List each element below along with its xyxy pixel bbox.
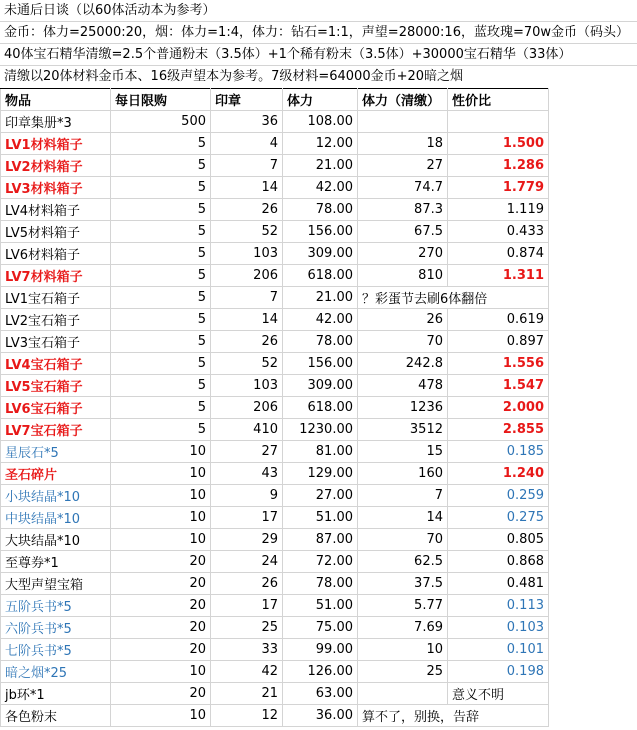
cell-seal[interactable]: 206 [211,397,283,419]
cell-item[interactable]: 星辰石*5 [1,441,111,463]
cell-daily-limit[interactable]: 5 [111,243,211,265]
table-row [1,353,549,375]
cell-stamina[interactable]: 42.00 [283,309,358,331]
cell-value-ratio[interactable]: 1.119 [448,199,549,221]
cell-stamina-sweep[interactable] [358,111,448,133]
price-table-wrapper [0,88,637,727]
cell-item[interactable]: LV6宝石箱子 [1,397,111,419]
table-row [1,595,549,617]
cell-seal[interactable]: 410 [211,419,283,441]
cell-stamina[interactable]: 51.00 [283,507,358,529]
cell-value-ratio[interactable]: 0.259 [448,485,549,507]
cell-item[interactable]: LV4宝石箱子 [1,353,111,375]
cell-stamina[interactable]: 309.00 [283,375,358,397]
cell-stamina[interactable]: 21.00 [283,155,358,177]
cell-seal[interactable]: 52 [211,353,283,375]
cell-item[interactable]: LV3宝石箱子 [1,331,111,353]
cell-stamina[interactable]: 126.00 [283,661,358,683]
cell-seal[interactable]: 27 [211,441,283,463]
table-row [1,375,549,397]
cell-stamina-sweep[interactable]: 87.3 [358,199,448,221]
cell-value-ratio[interactable]: 2.855 [448,419,549,441]
cell-seal[interactable]: 24 [211,551,283,573]
cell-daily-limit[interactable]: 5 [111,375,211,397]
cell-daily-limit[interactable]: 20 [111,595,211,617]
cell-daily-limit[interactable]: 5 [111,155,211,177]
cell-daily-limit[interactable]: 20 [111,639,211,661]
cell-stamina-sweep[interactable]: 62.5 [358,551,448,573]
cell-seal[interactable]: 25 [211,617,283,639]
header-daily-limit[interactable]: 每日限购 [111,89,211,111]
table-row [1,111,549,133]
cell-daily-limit[interactable]: 10 [111,441,211,463]
cell-stamina-sweep[interactable]: 160 [358,463,448,485]
cell-stamina[interactable]: 72.00 [283,551,358,573]
table-row [1,199,549,221]
cell-item[interactable]: 五阶兵书*5 [1,595,111,617]
cell-stamina-sweep[interactable]: 242.8 [358,353,448,375]
cell-seal[interactable]: 9 [211,485,283,507]
cell-stamina-sweep[interactable]: 7.69 [358,617,448,639]
cell-stamina-sweep[interactable]: 7 [358,485,448,507]
cell-value-ratio[interactable]: 0.185 [448,441,549,463]
cell-stamina-sweep[interactable]: 70 [358,529,448,551]
cell-stamina-sweep[interactable] [358,683,448,705]
cell-seal[interactable]: 4 [211,133,283,155]
cell-seal[interactable]: 17 [211,595,283,617]
header-stamina[interactable]: 体力 [283,89,358,111]
note-line-1: 未通后日谈（以60体活动本为参考） [0,0,637,22]
cell-value-ratio[interactable] [448,111,549,133]
cell-item[interactable]: 暗之烟*25 [1,661,111,683]
cell-stamina-sweep[interactable]: 14 [358,507,448,529]
cell-daily-limit[interactable]: 5 [111,397,211,419]
cell-seal[interactable]: 29 [211,529,283,551]
cell-stamina-sweep[interactable]: 67.5 [358,221,448,243]
table-row [1,309,549,331]
cell-daily-limit[interactable]: 10 [111,705,211,727]
cell-stamina[interactable]: 156.00 [283,221,358,243]
cell-stamina[interactable]: 618.00 [283,265,358,287]
cell-item[interactable]: 各色粉末 [1,705,111,727]
cell-value-ratio[interactable]: 0.874 [448,243,549,265]
table-header-row [1,89,549,111]
cell-item[interactable]: 圣石碎片 [1,463,111,485]
cell-stamina[interactable]: 309.00 [283,243,358,265]
cell-stamina[interactable]: 156.00 [283,353,358,375]
cell-value-ratio[interactable]: 1.779 [448,177,549,199]
header-value-ratio[interactable]: 性价比 [448,89,549,111]
cell-stamina-sweep[interactable]: 1236 [358,397,448,419]
cell-stamina[interactable]: 81.00 [283,441,358,463]
cell-seal[interactable]: 17 [211,507,283,529]
cell-seal[interactable]: 21 [211,683,283,705]
cell-value-ratio[interactable]: 0.103 [448,617,549,639]
cell-value-ratio[interactable]: 0.897 [448,331,549,353]
cell-value-ratio[interactable]: 0.275 [448,507,549,529]
cell-seal[interactable]: 26 [211,199,283,221]
table-row [1,287,549,309]
cell-item[interactable]: LV7宝石箱子 [1,419,111,441]
table-row [1,507,549,529]
cell-stamina[interactable]: 51.00 [283,595,358,617]
cell-item[interactable]: 印章集册*3 [1,111,111,133]
cell-stamina[interactable]: 27.00 [283,485,358,507]
cell-stamina[interactable]: 75.00 [283,617,358,639]
cell-stamina-sweep[interactable]: 26 [358,309,448,331]
cell-seal[interactable]: 26 [211,573,283,595]
table-row [1,661,549,683]
cell-item[interactable]: LV2宝石箱子 [1,309,111,331]
cell-item[interactable]: 小块结晶*10 [1,485,111,507]
cell-daily-limit[interactable]: 5 [111,353,211,375]
cell-value-ratio[interactable]: 1.547 [448,375,549,397]
cell-remark[interactable]: 算不了，别换，告辞 [358,705,549,727]
header-stamina-sweep[interactable]: 体力（清缴） [358,89,448,111]
cell-stamina-sweep[interactable]: 37.5 [358,573,448,595]
table-row [1,133,549,155]
cell-value-ratio[interactable]: 0.481 [448,573,549,595]
cell-value-ratio[interactable]: 1.240 [448,463,549,485]
cell-stamina[interactable]: 618.00 [283,397,358,419]
price-table [0,88,549,727]
cell-seal[interactable]: 7 [211,155,283,177]
cell-item[interactable]: LV3材料箱子 [1,177,111,199]
cell-value-ratio[interactable]: 2.000 [448,397,549,419]
cell-remark[interactable]: ？彩蛋节去刷6体翻倍 [358,287,549,309]
cell-value-ratio[interactable]: 0.198 [448,661,549,683]
table-row [1,265,549,287]
cell-stamina-sweep[interactable]: 74.7 [358,177,448,199]
table-row [1,573,549,595]
cell-item[interactable]: 六阶兵书*5 [1,617,111,639]
cell-item[interactable]: 大型声望宝箱 [1,573,111,595]
cell-value-ratio[interactable]: 1.286 [448,155,549,177]
table-row [1,221,549,243]
cell-stamina-sweep[interactable]: 15 [358,441,448,463]
cell-item[interactable]: LV1宝石箱子 [1,287,111,309]
cell-seal[interactable]: 26 [211,331,283,353]
cell-seal[interactable]: 7 [211,287,283,309]
cell-item[interactable]: 大块结晶*10 [1,529,111,551]
table-row [1,683,549,705]
cell-daily-limit[interactable]: 20 [111,573,211,595]
cell-stamina-sweep[interactable]: 25 [358,661,448,683]
cell-value-ratio[interactable]: 1.556 [448,353,549,375]
cell-stamina[interactable]: 129.00 [283,463,358,485]
table-row [1,177,549,199]
table-row [1,705,549,727]
cell-seal[interactable]: 12 [211,705,283,727]
cell-item[interactable]: 中块结晶*10 [1,507,111,529]
cell-seal[interactable]: 14 [211,177,283,199]
cell-stamina[interactable]: 78.00 [283,573,358,595]
cell-stamina[interactable]: 63.00 [283,683,358,705]
cell-daily-limit[interactable]: 10 [111,507,211,529]
cell-seal[interactable]: 103 [211,375,283,397]
cell-item[interactable]: jb环*1 [1,683,111,705]
cell-stamina-sweep[interactable]: 270 [358,243,448,265]
cell-seal[interactable]: 52 [211,221,283,243]
cell-daily-limit[interactable]: 10 [111,463,211,485]
cell-stamina-sweep[interactable]: 5.77 [358,595,448,617]
cell-stamina-sweep[interactable]: 10 [358,639,448,661]
cell-value-ratio[interactable]: 0.113 [448,595,549,617]
table-row [1,331,549,353]
table-row [1,551,549,573]
cell-stamina[interactable]: 78.00 [283,331,358,353]
cell-stamina-sweep[interactable]: 18 [358,133,448,155]
table-row [1,243,549,265]
cell-stamina[interactable]: 87.00 [283,529,358,551]
table-row [1,441,549,463]
table-row [1,617,549,639]
cell-daily-limit[interactable]: 500 [111,111,211,133]
cell-stamina-sweep[interactable]: 27 [358,155,448,177]
cell-seal[interactable]: 36 [211,111,283,133]
table-body [1,111,549,727]
cell-stamina[interactable]: 21.00 [283,287,358,309]
cell-item[interactable]: LV1材料箱子 [1,133,111,155]
table-row [1,397,549,419]
note-line-2: 金币：体力=25000:20，烟：体力=1:4，体力：钻石=1:1，声望=28000:16，蓝玫瑰=70w金币（码头） [0,22,637,44]
cell-item[interactable]: 至尊券*1 [1,551,111,573]
cell-stamina[interactable]: 12.00 [283,133,358,155]
cell-seal[interactable]: 42 [211,661,283,683]
cell-daily-limit[interactable]: 5 [111,265,211,287]
note-line-4: 清缴以20体材料金币本、16级声望本为参考。7级材料=64000金币+20暗之烟 [4,69,464,84]
table-row [1,485,549,507]
cell-value-ratio[interactable]: 1.311 [448,265,549,287]
table-row [1,155,549,177]
cell-daily-limit[interactable]: 10 [111,485,211,507]
cell-item[interactable]: LV2材料箱子 [1,155,111,177]
cell-daily-limit[interactable]: 20 [111,683,211,705]
cell-daily-limit[interactable]: 5 [111,287,211,309]
cell-value-ratio[interactable]: 0.433 [448,221,549,243]
cell-stamina-sweep[interactable]: 70 [358,331,448,353]
cell-daily-limit[interactable]: 10 [111,661,211,683]
table-row [1,529,549,551]
cell-stamina[interactable]: 108.00 [283,111,358,133]
cell-stamina-sweep[interactable]: 478 [358,375,448,397]
cell-daily-limit[interactable]: 5 [111,177,211,199]
cell-stamina[interactable]: 78.00 [283,199,358,221]
cell-stamina-sweep[interactable]: 810 [358,265,448,287]
cell-value-ratio[interactable]: 0.805 [448,529,549,551]
cell-seal[interactable]: 43 [211,463,283,485]
cell-value-ratio[interactable]: 0.101 [448,639,549,661]
cell-daily-limit[interactable]: 5 [111,199,211,221]
header-seal[interactable]: 印章 [211,89,283,111]
cell-item[interactable]: LV6材料箱子 [1,243,111,265]
cell-item[interactable]: LV7材料箱子 [1,265,111,287]
cell-daily-limit[interactable]: 10 [111,529,211,551]
note-line-3: 40体宝石精华清缴=2.5个普通粉末（3.5体）+1个稀有粉末（3.5体）+30000宝石精华（33体） [0,44,637,66]
cell-value-ratio[interactable]: 0.619 [448,309,549,331]
cell-stamina-sweep[interactable]: 3512 [358,419,448,441]
table-row [1,419,549,441]
cell-value-ratio[interactable]: 意义不明 [448,683,549,705]
cell-daily-limit[interactable]: 5 [111,331,211,353]
cell-stamina[interactable]: 99.00 [283,639,358,661]
cell-value-ratio[interactable]: 1.500 [448,133,549,155]
cell-seal[interactable]: 103 [211,243,283,265]
cell-item[interactable]: LV4材料箱子 [1,199,111,221]
header-item[interactable]: 物品 [1,89,111,111]
cell-seal[interactable]: 206 [211,265,283,287]
cell-item[interactable]: LV5宝石箱子 [1,375,111,397]
cell-daily-limit[interactable]: 5 [111,309,211,331]
cell-stamina[interactable]: 42.00 [283,177,358,199]
cell-value-ratio[interactable]: 0.868 [448,551,549,573]
cell-item[interactable]: 七阶兵书*5 [1,639,111,661]
cell-daily-limit[interactable]: 20 [111,617,211,639]
cell-stamina[interactable]: 1230.00 [283,419,358,441]
cell-seal[interactable]: 14 [211,309,283,331]
cell-daily-limit[interactable]: 5 [111,419,211,441]
table-row [1,639,549,661]
cell-daily-limit[interactable]: 5 [111,133,211,155]
table-row [1,463,549,485]
cell-daily-limit[interactable]: 5 [111,221,211,243]
cell-stamina[interactable]: 36.00 [283,705,358,727]
cell-seal[interactable]: 33 [211,639,283,661]
cell-daily-limit[interactable]: 20 [111,551,211,573]
cell-item[interactable]: LV5材料箱子 [1,221,111,243]
